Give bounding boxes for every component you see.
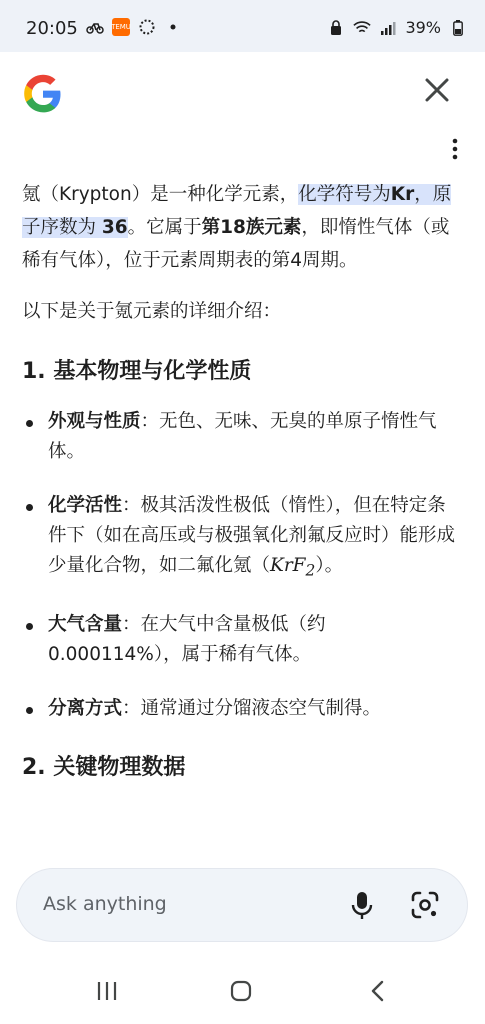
property-list (22, 407, 462, 724)
more-options-icon[interactable] (451, 138, 459, 160)
intro-paragraph: 氪（Krypton）是一种化学元素，化学符号为Kr，原子序数为 36。它属于第18族元素，即惰性气体（或稀有气体），位于元素周期表的第4周期。 (22, 184, 452, 271)
lock-icon (327, 19, 345, 37)
home-icon[interactable] (230, 980, 252, 1002)
status-bar (0, 0, 485, 52)
chemical-formula: KrF$_2$ (270, 555, 316, 580)
section-heading: 1. 基本物理与化学性质 (22, 359, 252, 384)
ask-input[interactable]: Ask anything (43, 893, 167, 915)
signal-icon (379, 19, 397, 37)
close-icon[interactable] (423, 76, 451, 104)
answer-content (22, 178, 462, 803)
status-system-icons (327, 18, 467, 37)
system-nav-bar (0, 960, 485, 1024)
back-icon[interactable] (370, 980, 386, 1002)
list-item: 化学活性：极其活泼性极低（惰性），但在特定条件下（如在高压或与极强氧化剂氟反应时）能形成少量化合物，如二氟化氪（KrF$_2$）。 (22, 491, 462, 586)
battery-percent: 39% (405, 18, 441, 37)
list-item: 外观与性质：无色、无味、无臭的单原子惰性气体。 (22, 407, 462, 467)
status-notification-icons (86, 18, 182, 36)
temu-app-icon: TEMU (112, 18, 130, 36)
ask-input-bar[interactable] (17, 869, 467, 941)
wifi-icon (353, 19, 371, 37)
battery-icon (449, 19, 467, 37)
google-logo-icon (22, 73, 64, 115)
loading-icon (138, 18, 156, 36)
status-time: 20:05 (26, 18, 78, 39)
google-lens-icon[interactable] (411, 891, 439, 919)
list-item: 大气含量：在大气中含量极低（约 0.000114%），属于稀有气体。 (22, 610, 462, 670)
highlighted-text: 化学符号为Kr，原子序数为 36 (22, 184, 452, 238)
app-header (0, 52, 485, 152)
list-item: 分离方式：通常通过分馏液态空气制得。 (22, 694, 462, 724)
lead-paragraph: 以下是关于氪元素的详细介绍： (22, 301, 282, 322)
dot-icon (164, 18, 182, 36)
recent-apps-icon[interactable] (96, 980, 118, 1002)
bicycle-icon (86, 18, 104, 36)
microphone-icon[interactable] (349, 891, 375, 921)
section-heading: 2. 关键物理数据 (22, 754, 186, 780)
